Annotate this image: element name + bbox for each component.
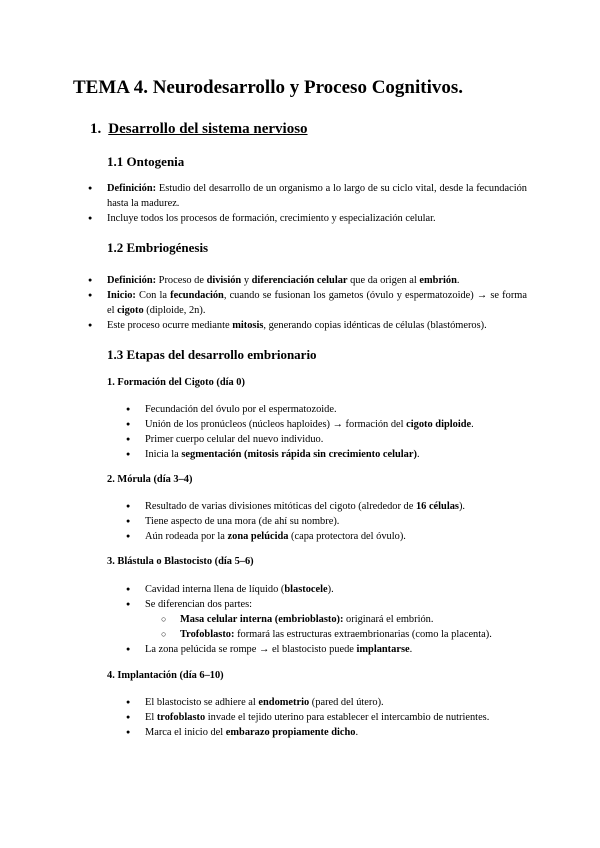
item-text: Primer cuerpo celular del nuevo individuo. <box>145 434 324 445</box>
item-text: . <box>409 644 413 655</box>
item-text: Se diferencian dos partes: <box>145 599 253 610</box>
term: implantarse <box>356 644 410 655</box>
item-text: Este proceso ocurre mediante <box>107 320 233 331</box>
list-item <box>107 318 527 333</box>
list-item <box>107 211 527 226</box>
term: trofoblasto <box>156 712 206 723</box>
term: embarazo propiamente dicho <box>225 727 356 738</box>
term: diferenciación celular <box>251 275 348 286</box>
subsection-heading-etapas: 1.3 Etapas del desarrollo embrionario <box>107 347 317 362</box>
list-item <box>145 432 525 447</box>
list-item <box>145 582 525 597</box>
list-item <box>145 447 525 462</box>
list-item <box>107 181 527 211</box>
item-text: (pared del útero). <box>309 697 384 708</box>
list-item <box>145 597 525 612</box>
item-text: Unión de los pronúcleos (núcleos haploides) → formación del <box>145 419 407 430</box>
list-item <box>145 417 525 432</box>
item-text: Estudio del desarrollo de un organismo a lo largo de su ciclo vital, desde la fecundación hasta la madurez. <box>107 183 527 209</box>
subsection-heading-ontogenia: 1.1 Ontogenia <box>107 154 185 169</box>
item-text: . <box>416 449 420 460</box>
item-text: y <box>241 275 252 286</box>
item-text: formará las estructuras extraembrionarias (como la placenta). <box>234 629 492 640</box>
item-text: Marca el inicio del <box>145 727 226 738</box>
stage-heading-cigoto: 1. Formación del Cigoto (día 0) <box>107 377 245 388</box>
list-item <box>145 725 525 740</box>
blastocisto-list <box>145 582 525 612</box>
item-text: Fecundación del óvulo por el espermatozoide. <box>145 404 337 415</box>
item-text: . <box>456 275 460 286</box>
item-text: invade el tejido uterino para establecer el intercambio de nutrientes. <box>205 712 490 723</box>
item-text: (diploide, 2n). <box>143 305 206 316</box>
section-heading-1 <box>90 121 308 138</box>
embriogenesis-list <box>107 273 527 333</box>
list-item <box>145 710 525 725</box>
item-text: ). <box>458 501 466 512</box>
list-item <box>180 612 520 627</box>
term: cigoto diploide <box>406 419 472 430</box>
cigoto-list <box>145 402 525 462</box>
term: mitosis <box>232 320 264 331</box>
blastocisto-sublist <box>180 612 520 642</box>
item-text: Cavidad interna llena de líquido ( <box>145 584 285 595</box>
item-text: Aún rodeada por la <box>145 531 228 542</box>
item-text: Resultado de varias divisiones mitóticas del cigoto (alrededor de <box>145 501 416 512</box>
list-item <box>180 627 520 642</box>
term: 16 células <box>415 501 459 512</box>
item-text: . <box>355 727 359 738</box>
list-item <box>145 514 525 529</box>
section-number: 1. <box>90 121 102 137</box>
subsection-heading-embriogenesis: 1.2 Embriogénesis <box>107 240 209 255</box>
list-item <box>145 529 525 544</box>
item-text: Proceso de <box>156 275 207 286</box>
list-item <box>145 642 525 657</box>
term: cigoto <box>117 305 144 316</box>
list-item <box>145 499 525 514</box>
stage-heading-implantacion: 4. Implantación (día 6–10) <box>107 670 224 681</box>
term: blastocele <box>284 584 328 595</box>
term: endometrio <box>258 697 310 708</box>
term: embrión <box>419 275 457 286</box>
term: Definición: <box>107 183 157 194</box>
document-title: TEMA 4. Neurodesarrollo y Proceso Cognitivos. <box>73 77 464 98</box>
term: zona pelúcida <box>227 531 289 542</box>
ontogenia-list <box>107 181 527 226</box>
list-item <box>107 288 527 318</box>
list-item <box>145 402 525 417</box>
item-text: Tiene aspecto de una mora (de ahí su nombre). <box>145 516 340 527</box>
term: división <box>206 275 242 286</box>
item-text: La zona pelúcida se rompe → el blastocisto puede <box>145 644 357 655</box>
morula-list <box>145 499 525 544</box>
term: Inicio: <box>107 290 136 301</box>
term: segmentación (mitosis rápida sin crecimiento celular) <box>181 449 417 460</box>
item-text: ). <box>327 584 334 595</box>
item-text: El blastocisto se adhiere al <box>145 697 259 708</box>
item-text: (capa protectora del óvulo). <box>288 531 406 542</box>
blastocisto-list-end <box>145 642 525 657</box>
item-text: El <box>145 712 157 723</box>
stage-heading-blastocisto: 3. Blástula o Blastocisto (día 5–6) <box>107 556 254 567</box>
section-label: Desarrollo del sistema nervioso <box>108 121 308 137</box>
item-text: Con la <box>135 290 171 301</box>
implantacion-list <box>145 695 525 740</box>
item-text: originará el embrión. <box>343 614 434 625</box>
term: Trofoblasto: <box>180 629 235 640</box>
list-item <box>107 273 527 288</box>
stage-heading-morula: 2. Mórula (día 3–4) <box>107 474 193 485</box>
item-text: , cuando se fusionan los gametos (óvulo y espermatozoide) → se forma el <box>107 290 527 316</box>
list-item <box>145 695 525 710</box>
term: Masa celular interna (embrioblasto): <box>180 614 344 625</box>
item-text: que da origen al <box>347 275 420 286</box>
item-text: Inicia la <box>145 449 182 460</box>
item-text: . <box>471 419 474 430</box>
term: Definición: <box>107 275 157 286</box>
term: fecundación <box>170 290 224 301</box>
item-text: Incluye todos los procesos de formación, crecimiento y especialización celular. <box>107 213 436 224</box>
item-text: , generando copias idénticas de células (blastómeros). <box>263 320 487 331</box>
